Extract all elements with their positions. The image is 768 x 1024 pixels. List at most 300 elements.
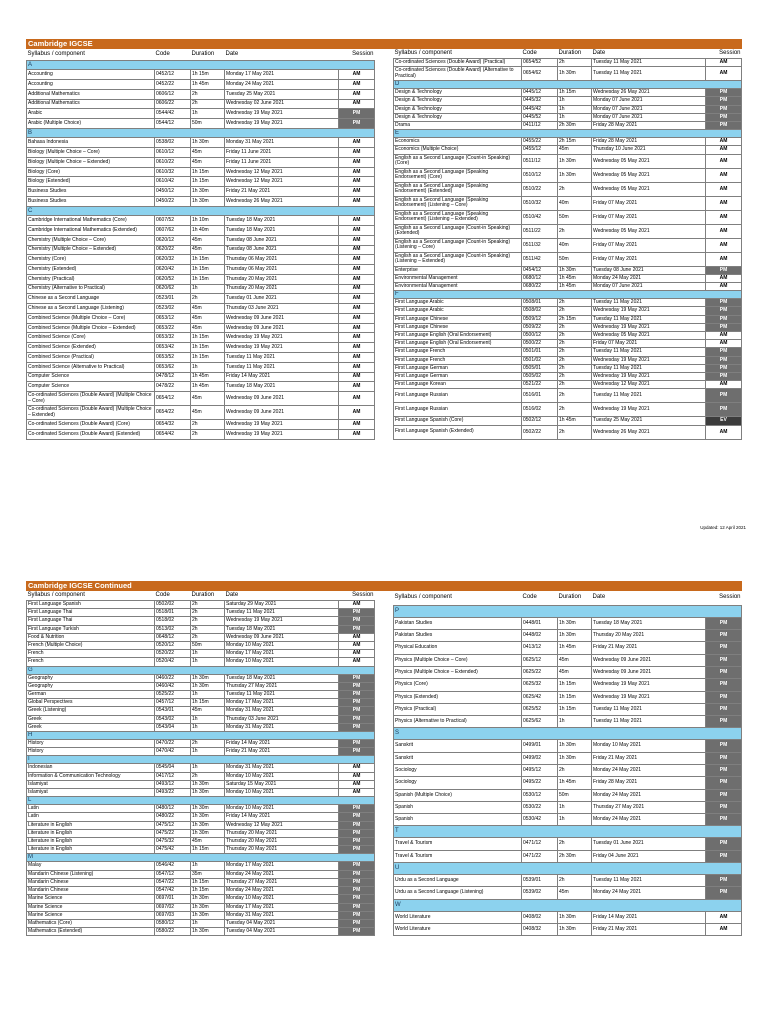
table-row (27, 821, 375, 829)
date-cell: Friday 21 May 2021 (592, 642, 706, 654)
date-cell: Tuesday 11 May 2021 (225, 353, 339, 363)
session-badge: PM (706, 299, 742, 307)
code-cell: 0516/02 (522, 403, 558, 417)
duration-cell: 2h (558, 348, 592, 356)
code-cell: 0499/02 (522, 752, 558, 764)
syllabus-cell: Physics (Multiple Choice – Core) (394, 654, 522, 666)
syllabus-cell: Design & Technology (394, 89, 522, 97)
syllabus-cell: English as a Second Language (Speaking Endorsement) (Listening – Core) (394, 196, 522, 210)
header-duration: Duration (558, 50, 582, 56)
session-badge: PM (339, 846, 375, 854)
duration-cell: 1h 30m (191, 903, 225, 911)
code-cell: 0607/62 (155, 226, 191, 236)
session-badge: PM (339, 821, 375, 829)
table-row (27, 617, 375, 625)
syllabus-cell: First Language Thai (27, 609, 155, 617)
table-row (27, 691, 375, 699)
session-badge: AM (339, 429, 375, 439)
syllabus-cell: Business Studies (27, 197, 155, 207)
syllabus-cell: Co-ordinated Sciences (Double Award) (Extended) (27, 429, 155, 439)
code-cell: 0620/62 (155, 284, 191, 294)
duration-cell: 1h 30m (191, 138, 225, 148)
session-badge: AM (706, 67, 742, 81)
code-cell: 0505/02 (522, 373, 558, 381)
table-row (27, 838, 375, 846)
date-cell: Tuesday 18 May 2021 (225, 674, 339, 682)
session-badge: AM (339, 420, 375, 430)
session-badge: PM (706, 703, 742, 715)
session-badge: PM (706, 356, 742, 364)
code-cell: 0607/52 (155, 216, 191, 226)
letter-row (394, 130, 742, 138)
table-row (394, 283, 742, 291)
duration-cell: 2h (191, 294, 225, 304)
session-badge: AM (339, 216, 375, 226)
code-cell: 0457/12 (155, 699, 191, 707)
session-badge: AM (706, 332, 742, 340)
duration-cell: 45m (191, 157, 225, 167)
duration-cell: 2h (558, 381, 592, 389)
code-cell: 0499/01 (522, 740, 558, 752)
session-badge: AM (339, 245, 375, 255)
duration-cell: 2h (191, 617, 225, 625)
duration-cell: 1h (191, 862, 225, 870)
duration-cell: 2h 15m (558, 138, 592, 146)
session-badge: AM (339, 789, 375, 797)
session-badge: AM (706, 168, 742, 182)
duration-cell: 2h (191, 633, 225, 641)
syllabus-cell: Information & Communication Technology (27, 772, 155, 780)
code-cell: 0510/12 (522, 168, 558, 182)
date-cell: Monday 24 May 2021 (225, 887, 339, 895)
code-cell: 0625/22 (522, 666, 558, 678)
section-letter: W (394, 899, 742, 911)
duration-cell: 1h 15m (191, 265, 225, 275)
table-row (27, 138, 375, 148)
session-badge: AM (339, 382, 375, 392)
code-cell: 0625/42 (522, 691, 558, 703)
code-cell: 0625/62 (522, 716, 558, 728)
session-badge: AM (706, 154, 742, 168)
code-cell: 0510/42 (522, 210, 558, 224)
duration-cell: 45m (558, 146, 592, 154)
session-badge: PM (706, 113, 742, 121)
duration-cell: 1h 15m (558, 679, 592, 691)
date-cell: Friday 07 May 2021 (592, 340, 706, 348)
duration-cell: 1h 45m (191, 372, 225, 382)
syllabus-cell: World Literature (394, 911, 522, 923)
section-letter: G (27, 666, 375, 674)
table-row (394, 348, 742, 356)
session-badge: PM (339, 625, 375, 633)
table-row (394, 340, 742, 348)
session-badge: AM (339, 80, 375, 90)
header-code: Code (522, 594, 537, 601)
date-cell: Monday 24 May 2021 (592, 274, 706, 282)
date-cell: Thursday 06 May 2021 (225, 265, 339, 275)
session-badge: PM (706, 266, 742, 274)
date-cell: Saturday 15 May 2021 (225, 780, 339, 788)
session-badge: AM (706, 381, 742, 389)
header-row (27, 49, 375, 60)
table-row (27, 813, 375, 821)
table-row (394, 642, 742, 654)
table-row (394, 332, 742, 340)
duration-cell: 1h 15m (191, 887, 225, 895)
table-row (27, 245, 375, 255)
date-cell: Tuesday 04 May 2021 (225, 919, 339, 927)
date-cell: Monday 31 May 2021 (225, 911, 339, 919)
code-cell: 0495/12 (522, 764, 558, 776)
syllabus-cell: Physics (Extended) (394, 691, 522, 703)
date-cell: Thursday 20 May 2021 (225, 284, 339, 294)
duration-cell: 1h (191, 362, 225, 372)
syllabus-cell: Chemistry (Multiple Choice – Extended) (27, 245, 155, 255)
syllabus-cell: First Language Arabic (394, 299, 522, 307)
syllabus-cell: First Language Spanish (27, 601, 155, 609)
syllabus-cell: Chemistry (Multiple Choice – Core) (27, 235, 155, 245)
syllabus-cell: Greek (27, 715, 155, 723)
date-cell: Monday 17 May 2021 (225, 699, 339, 707)
syllabus-cell: Sanskrit (394, 740, 522, 752)
table-row (27, 928, 375, 936)
session-badge: PM (706, 89, 742, 97)
date-cell: Thursday 27 May 2021 (592, 801, 706, 813)
syllabus-cell: Physics (Core) (394, 679, 522, 691)
table-row (394, 196, 742, 210)
code-cell: 0511/12 (522, 154, 558, 168)
header-syllabus: Syllabus / component (27, 592, 85, 598)
date-cell: Friday 07 May 2021 (592, 238, 706, 252)
code-cell: 0654/62 (522, 67, 558, 81)
session-badge: AM (339, 658, 375, 666)
date-cell: Thursday 20 May 2021 (225, 829, 339, 837)
session-badge: PM (339, 699, 375, 707)
syllabus-cell: Design & Technology (394, 105, 522, 113)
date-cell: Tuesday 08 June 2021 (225, 245, 339, 255)
session-badge: AM (339, 138, 375, 148)
table-row (394, 113, 742, 121)
duration-cell: 45m (558, 887, 592, 899)
duration-cell: 1h 15m (191, 167, 225, 177)
section-letter: U (394, 863, 742, 875)
syllabus-cell: Geography (27, 682, 155, 690)
table-row (394, 923, 742, 935)
duration-cell: 2h 30m (558, 122, 592, 130)
session-badge: PM (706, 740, 742, 752)
code-cell: 0543/02 (155, 715, 191, 723)
date-cell: Tuesday 08 June 2021 (225, 235, 339, 245)
code-cell: 0610/22 (155, 157, 191, 167)
date-cell: Thursday 03 June 2021 (225, 715, 339, 723)
date-cell: Wednesday 26 May 2021 (592, 89, 706, 97)
date-cell: Tuesday 11 May 2021 (592, 716, 706, 728)
duration-cell: 1h 10m (191, 216, 225, 226)
syllabus-cell: Urdu as a Second Language (394, 875, 522, 887)
header-row (394, 49, 742, 59)
table-row (394, 138, 742, 146)
syllabus-cell: Computer Science (27, 372, 155, 382)
syllabus-cell: Bahasa Indonesia (27, 138, 155, 148)
date-cell: Saturday 29 May 2021 (225, 601, 339, 609)
session-badge: PM (339, 740, 375, 748)
session-badge: PM (706, 850, 742, 862)
syllabus-cell: First Language French (394, 356, 522, 364)
date-cell: Friday 11 June 2021 (225, 148, 339, 158)
table-row (27, 80, 375, 90)
session-badge: PM (706, 389, 742, 403)
session-badge: AM (339, 343, 375, 353)
table-row (27, 372, 375, 382)
date-cell: Tuesday 18 May 2021 (225, 216, 339, 226)
table-row (27, 323, 375, 333)
syllabus-cell: Computer Science (27, 382, 155, 392)
date-cell: Friday 14 May 2021 (592, 911, 706, 923)
duration-cell: 1h 30m (558, 752, 592, 764)
table-row (394, 146, 742, 154)
session-badge: AM (339, 187, 375, 197)
letter-row (394, 728, 742, 740)
date-cell: Tuesday 11 May 2021 (225, 691, 339, 699)
code-cell: 0654/22 (155, 406, 191, 420)
session-badge: PM (706, 105, 742, 113)
code-cell: 0518/01 (155, 609, 191, 617)
duration-cell: 1h (191, 658, 225, 666)
duration-cell: 2h (558, 875, 592, 887)
code-cell: 0408/02 (522, 911, 558, 923)
session-badge: AM (339, 89, 375, 99)
code-cell: 0450/12 (155, 187, 191, 197)
syllabus-cell: Economics (394, 138, 522, 146)
syllabus-cell: German (27, 691, 155, 699)
duration-cell: 2h (191, 601, 225, 609)
date-cell: Wednesday 19 May 2021 (592, 356, 706, 364)
syllabus-cell: Physics (Multiple Choice – Extended) (394, 666, 522, 678)
session-badge: AM (339, 255, 375, 265)
table-row (394, 691, 742, 703)
duration-cell: 50m (558, 252, 592, 266)
duration-cell: 2h (558, 373, 592, 381)
date-cell: Monday 07 June 2021 (592, 283, 706, 291)
code-cell: 0495/22 (522, 777, 558, 789)
letter-row (394, 605, 742, 617)
date-cell: Wednesday 19 May 2021 (592, 323, 706, 331)
date-cell: Tuesday 01 June 2021 (592, 838, 706, 850)
page-title: Cambridge IGCSE Continued (26, 581, 742, 591)
table-row (27, 392, 375, 406)
section-letter: H (27, 732, 375, 740)
table-row (394, 274, 742, 282)
code-cell: 0546/42 (155, 862, 191, 870)
table-row (394, 814, 742, 826)
date-cell: Thursday 03 June 2021 (225, 304, 339, 314)
syllabus-cell: English as a Second Language (Speaking Endorsement) (Listening – Extended) (394, 210, 522, 224)
session-badge: PM (339, 691, 375, 699)
session-badge: PM (339, 609, 375, 617)
date-cell: Friday 04 June 2021 (592, 850, 706, 862)
syllabus-cell: Spanish (394, 814, 522, 826)
syllabus-cell: Mathematics (Core) (27, 919, 155, 927)
code-cell: 0445/12 (522, 89, 558, 97)
code-cell: 0510/32 (522, 196, 558, 210)
session-badge: PM (339, 919, 375, 927)
syllabus-cell: Sociology (394, 764, 522, 776)
letter-row (27, 797, 375, 805)
duration-cell: 2h (558, 364, 592, 372)
date-cell: Tuesday 25 May 2021 (225, 89, 339, 99)
duration-cell: 1h 30m (558, 168, 592, 182)
session-badge: PM (706, 364, 742, 372)
date-cell: Wednesday 26 May 2021 (592, 425, 706, 439)
syllabus-cell: Pakistan Studies (394, 630, 522, 642)
syllabus-cell: Chinese as a Second Language (27, 294, 155, 304)
date-cell: Tuesday 11 May 2021 (592, 703, 706, 715)
syllabus-cell: Co-ordinated Sciences (Double Award) (Core) (27, 420, 155, 430)
code-cell: 0460/42 (155, 682, 191, 690)
table-row (394, 210, 742, 224)
table-row (27, 187, 375, 197)
syllabus-cell: First Language French (394, 348, 522, 356)
duration-cell: 2h (558, 59, 592, 67)
code-cell: 0471/12 (522, 838, 558, 850)
session-badge: PM (339, 870, 375, 878)
header-row (394, 591, 742, 605)
syllabus-cell: Malay (27, 862, 155, 870)
letter-row (27, 732, 375, 740)
code-cell: 0625/12 (522, 654, 558, 666)
timetable-right (393, 591, 742, 936)
session-badge: AM (339, 406, 375, 420)
code-cell: 0508/02 (522, 307, 558, 315)
session-badge: PM (706, 838, 742, 850)
table-row (394, 875, 742, 887)
code-cell: 0508/01 (522, 299, 558, 307)
duration-cell: 1h 30m (558, 740, 592, 752)
session-badge: AM (339, 197, 375, 207)
table-row (27, 699, 375, 707)
session-badge: AM (339, 772, 375, 780)
session-badge: PM (706, 875, 742, 887)
table-row (394, 299, 742, 307)
syllabus-cell: First Language English (Oral Endorsement) (394, 340, 522, 348)
table-row (394, 850, 742, 862)
syllabus-cell: Urdu as a Second Language (Listening) (394, 887, 522, 899)
syllabus-cell: Literature in English (27, 838, 155, 846)
code-cell: 0620/52 (155, 274, 191, 284)
table-row (394, 752, 742, 764)
session-badge: PM (339, 838, 375, 846)
date-cell: Tuesday 11 May 2021 (225, 362, 339, 372)
table-row (394, 801, 742, 813)
syllabus-cell: Travel & Tourism (394, 838, 522, 850)
date-cell: Friday 21 May 2021 (592, 923, 706, 935)
session-badge: PM (339, 748, 375, 756)
duration-cell: 1h (558, 801, 592, 813)
table-row (394, 122, 742, 130)
table-row (27, 609, 375, 617)
header-session: Session (719, 50, 741, 56)
code-cell: 0448/02 (522, 630, 558, 642)
date-cell: Wednesday 05 May 2021 (592, 168, 706, 182)
header-session: Session (352, 50, 374, 57)
date-cell: Wednesday 09 June 2021 (225, 633, 339, 641)
date-cell: Wednesday 05 May 2021 (592, 182, 706, 196)
code-cell: 0606/22 (155, 99, 191, 109)
date-cell: Wednesday 19 May 2021 (225, 109, 339, 119)
session-badge: PM (339, 715, 375, 723)
syllabus-cell: Co-ordinated Sciences (Double Award) (Practical) (394, 59, 522, 67)
letter-row (394, 826, 742, 838)
duration-cell: 1h 30m (558, 67, 592, 81)
syllabus-cell: Indonesian (27, 764, 155, 772)
header-session: Session (719, 594, 741, 601)
syllabus-cell: Co-ordinated Sciences (Double Award) (Multiple Choice – Core) (27, 392, 155, 406)
syllabus-cell: Mandarin Chinese (Listening) (27, 870, 155, 878)
duration-cell: 2h (558, 224, 592, 238)
date-cell: Wednesday 12 May 2021 (592, 381, 706, 389)
code-cell: 0460/22 (155, 674, 191, 682)
duration-cell: 1h 15m (191, 343, 225, 353)
letter-row (27, 128, 375, 138)
duration-cell: 45m (558, 666, 592, 678)
duration-cell: 1h (191, 691, 225, 699)
syllabus-cell: Combined Science (Practical) (27, 353, 155, 363)
duration-cell: 2h (558, 764, 592, 776)
date-cell: Monday 07 June 2021 (592, 97, 706, 105)
table-row (394, 224, 742, 238)
section-letter: F (394, 291, 742, 299)
duration-cell: 1h 30m (191, 805, 225, 813)
session-badge: PM (706, 752, 742, 764)
date-cell: Wednesday 19 May 2021 (225, 333, 339, 343)
table-row (394, 266, 742, 274)
duration-cell: 1h 30m (191, 682, 225, 690)
duration-cell: 2h (558, 299, 592, 307)
duration-cell: 45m (191, 392, 225, 406)
code-cell: 0452/22 (155, 80, 191, 90)
code-cell: 0654/12 (155, 392, 191, 406)
header-row (27, 591, 375, 601)
date-cell: Wednesday 02 June 2021 (225, 99, 339, 109)
session-badge: PM (339, 903, 375, 911)
table-row (394, 97, 742, 105)
code-cell: 0500/22 (522, 340, 558, 348)
table-row (27, 642, 375, 650)
session-badge: AM (339, 304, 375, 314)
date-cell: Wednesday 05 May 2021 (592, 154, 706, 168)
duration-cell: 45m (191, 707, 225, 715)
syllabus-cell: Design & Technology (394, 113, 522, 121)
table-row (27, 119, 375, 129)
table-row (394, 838, 742, 850)
syllabus-cell: First Language English (Oral Endorsement) (394, 332, 522, 340)
syllabus-cell: First Language Arabic (394, 307, 522, 315)
date-cell: Monday 24 May 2021 (592, 887, 706, 899)
syllabus-cell: French (27, 658, 155, 666)
section-letter: T (394, 826, 742, 838)
code-cell: 0475/42 (155, 846, 191, 854)
duration-cell: 1h 40m (191, 226, 225, 236)
session-badge: AM (339, 265, 375, 275)
table-row (394, 252, 742, 266)
syllabus-cell: Physical Education (394, 642, 522, 654)
syllabus-cell: First Language Spanish (Core) (394, 417, 522, 425)
table-row (27, 723, 375, 731)
table-row (27, 216, 375, 226)
duration-cell: 2h (191, 99, 225, 109)
code-cell: 0520/22 (155, 650, 191, 658)
syllabus-cell: Literature in English (27, 846, 155, 854)
